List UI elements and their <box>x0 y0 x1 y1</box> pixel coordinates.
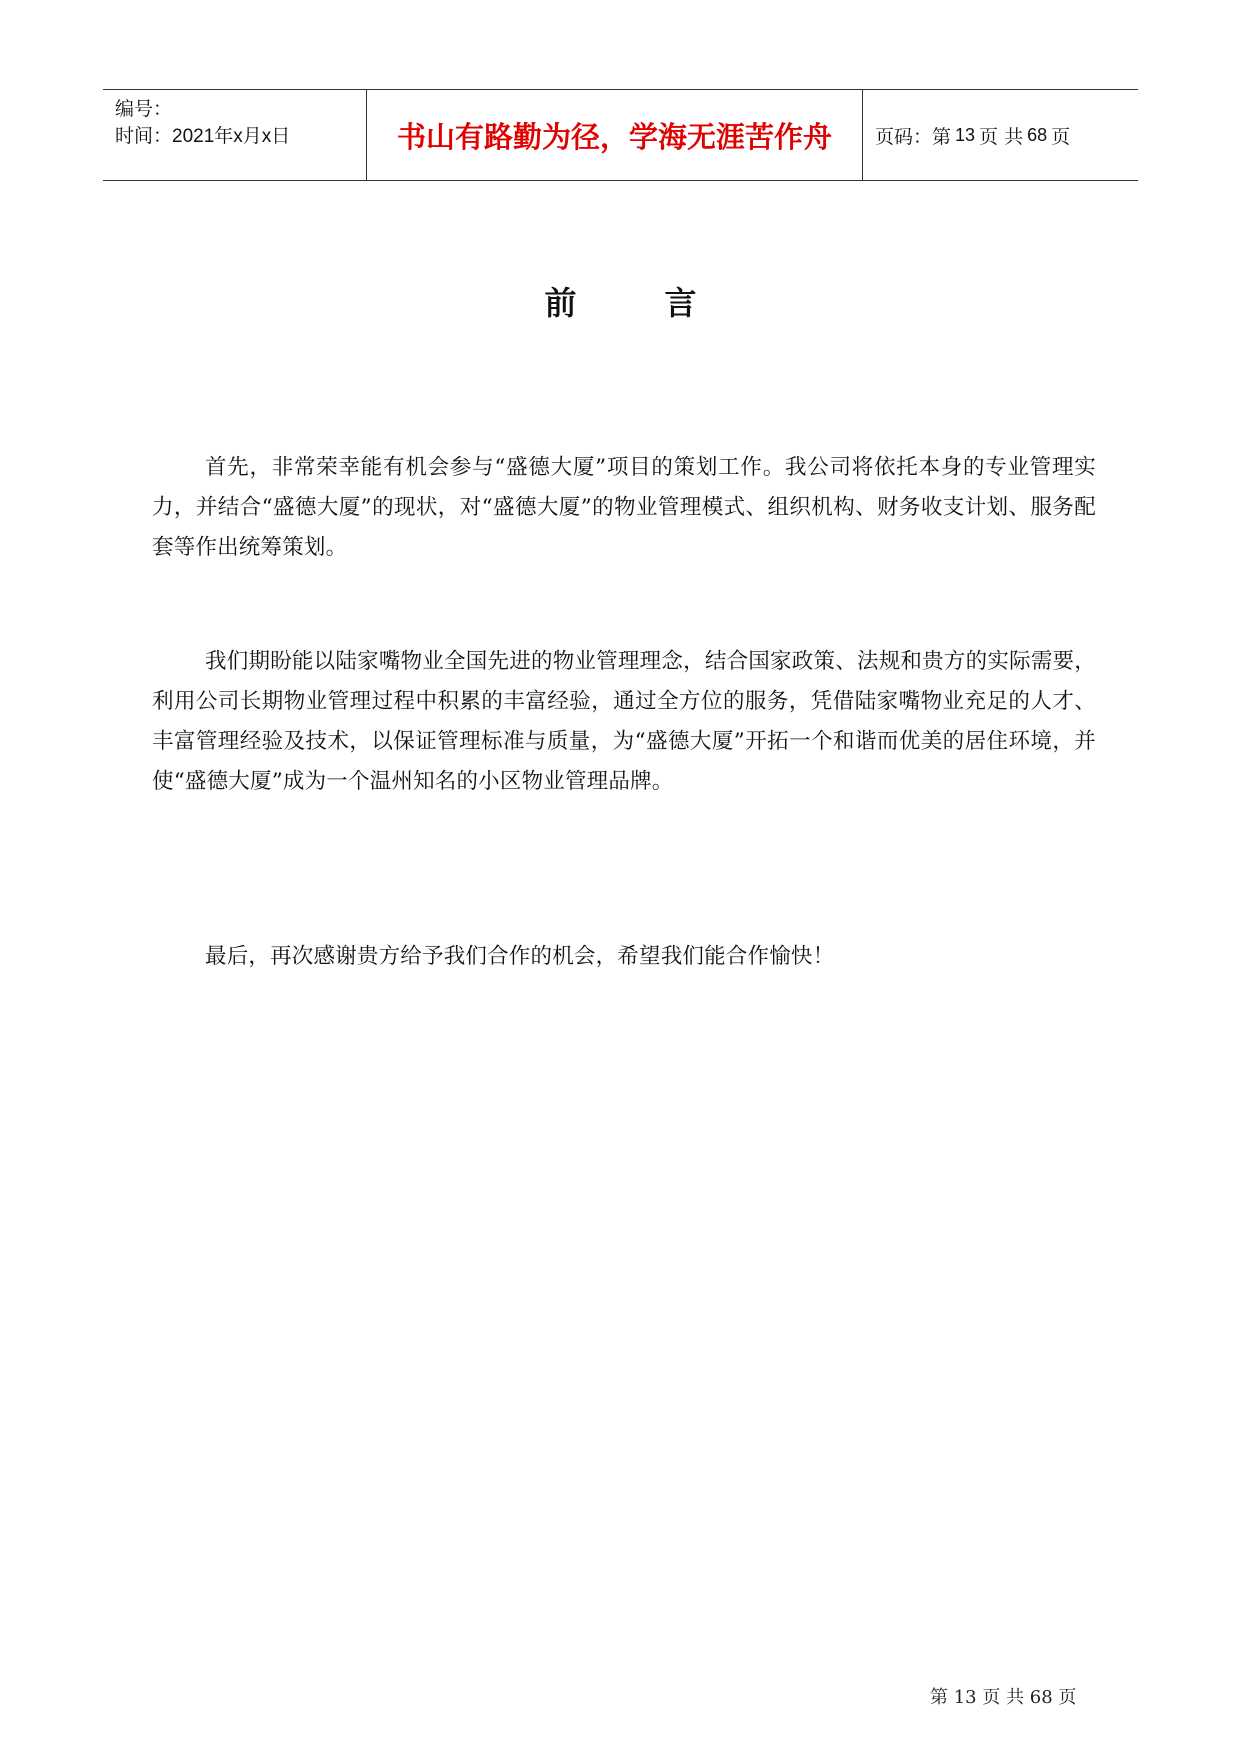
page-total: 68 <box>1027 124 1048 145</box>
page-prefix: 页码：第 <box>875 125 952 148</box>
body-paragraph-3: 最后，再次感谢贵方给予我们合作的机会，希望我们能合作愉快！ <box>205 943 835 969</box>
body-paragraph-1: 首先，非常荣幸能有机会参与“盛德大厦”项目的策划工作。我公司将依托本身的专业管理实力，并结合“盛德大厦”的现状，对“盛德大厦”的物业管理模式、组织机构、财务收支计划、服务配套等作出统筹策划。 <box>152 454 1096 560</box>
page-mid: 页 共 <box>979 125 1024 148</box>
title-part-1: 前 <box>544 284 577 322</box>
page-suffix: 页 <box>1051 125 1071 148</box>
body-paragraph-2: 我们期盼能以陆家嘴物业全国先进的物业管理理念，结合国家政策、法规和贵方的实际需要，利用公司长期物业管理过程中积累的丰富经验，通过全方位的服务，凭借陆家嘴物业充足的人才、丰富管理经验及技术，以保证管理标准与质量，为“盛德大厦”开拓一个和谐而优美的居住环境，并使“盛德大厦”成为一个温州知名的小区物业管理品牌。 <box>152 648 1096 794</box>
date-label: 时间：2021年x月x日 <box>115 126 291 147</box>
document-header <box>103 89 1138 181</box>
page-current: 13 <box>955 124 976 145</box>
header-page-number <box>863 90 1138 180</box>
page-title <box>0 278 1241 324</box>
header-motto-cell <box>367 90 863 180</box>
title-part-2: 言 <box>664 284 697 322</box>
serial-number-label: 编号： <box>115 99 173 120</box>
header-meta <box>103 90 367 180</box>
motto-text: 书山有路勤为径，学海无涯苦作舟 <box>396 119 832 154</box>
page-footer: 第 13 页 共 68 页 <box>930 1687 1077 1708</box>
